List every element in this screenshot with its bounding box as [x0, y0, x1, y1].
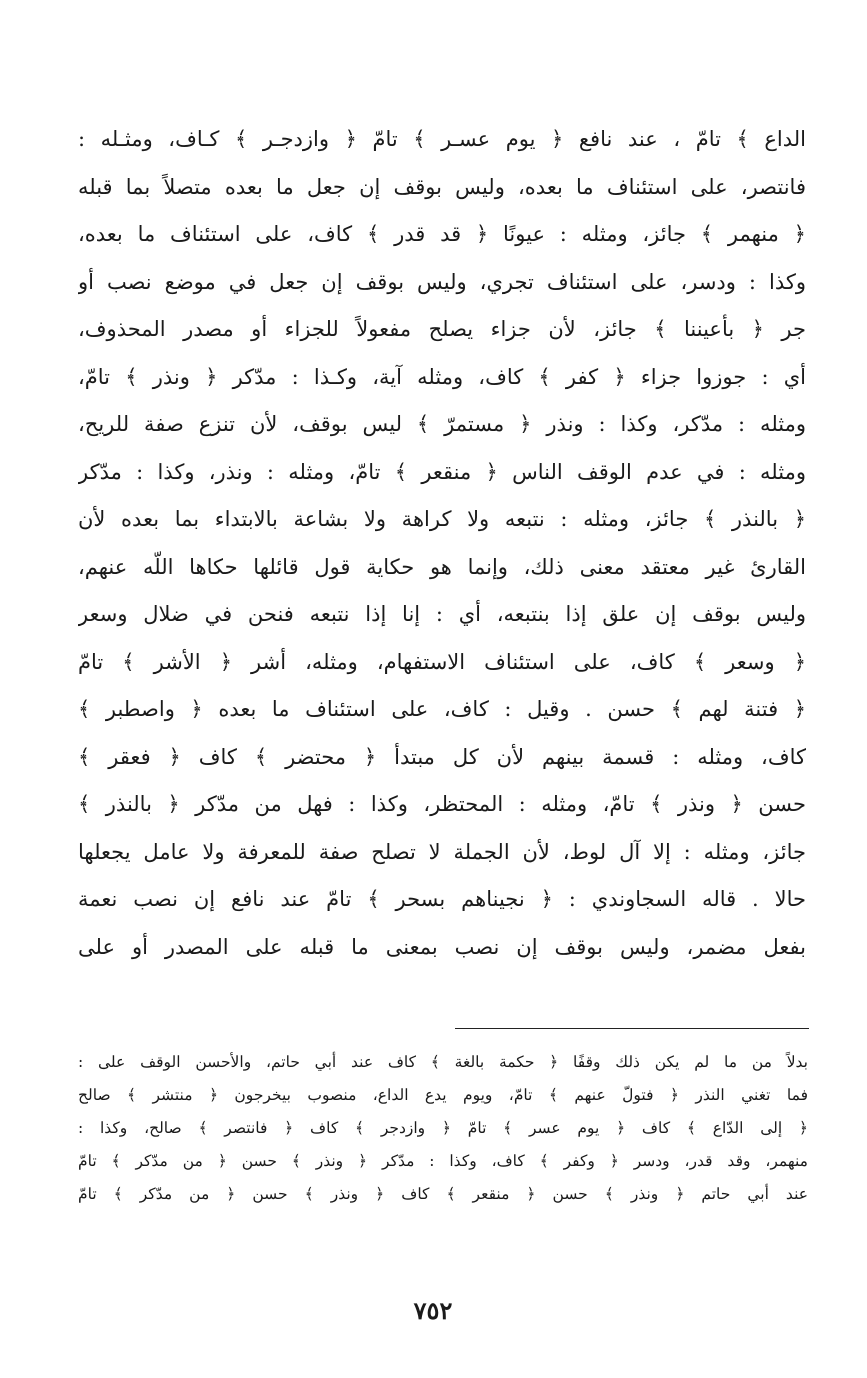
- main-text-line: بفعل مضمر، وليس بوقف إن نصب بمعنى ما قبله على المصدر أو على: [78, 934, 806, 959]
- main-text-line: ﴿ فتنة لهم ﴾ حسن . وقيل : كاف، على استئناف ما بعده ﴿ واصطبر ﴾: [78, 697, 806, 721]
- page-number: ٧٥٢: [413, 1296, 453, 1325]
- main-text-line: وكذا : ودسر، على استئناف تجري، وليس بوقف إن جعل في موضع نصب أو: [78, 269, 806, 294]
- main-text-line: فانتصر، على استئناف ما بعده، وليس بوقف إن جعل ما بعده متصلاً بما قبله: [78, 174, 806, 199]
- main-text-line: ومثله : في عدم الوقف الناس ﴿ منقعر ﴾ تامّ، ومثله : ونذر، وكذا : مدّكر: [78, 459, 806, 484]
- footnote-line: عند أبي حاتم ﴿ ونذر ﴾ حسن ﴿ منقعر ﴾ كاف ﴿ ونذر ﴾ حسن ﴿ من مدّكر ﴾ تامّ: [78, 1185, 808, 1203]
- main-text-line: ومثله : مدّكر، وكذا : ونذر ﴿ مستمرّ ﴾ ليس بوقف، لأن تنزع صفة للريح،: [78, 412, 806, 436]
- footnote-separator-rule: [455, 1028, 809, 1029]
- main-text-line: الداع ﴾ تامّ ، عند نافع ﴿ يوم عسـر ﴾ تامّ ﴿ وازدجـر ﴾ كـاف، ومثـله :: [78, 127, 806, 151]
- main-text-line: حسن ﴿ ونذر ﴾ تامّ، ومثله : المحتظر، وكذا : فهل من مدّكر ﴿ بالنذر ﴾: [78, 792, 806, 816]
- main-text-line: جر ﴿ بأعيننا ﴾ جائز، لأن جزاء يصلح مفعولاً للجزاء أو مصدر المحذوف،: [78, 317, 806, 341]
- main-text-line: أي : جوزوا جزاء ﴿ كفر ﴾ كاف، ومثله آية، وكـذا : مدّكر ﴿ ونذر ﴾ تامّ،: [78, 364, 806, 389]
- footnotes-block: [78, 1046, 808, 1211]
- main-text-line: ﴿ بالنذر ﴾ جائز، ومثله : نتبعه ولا كراهة ولا بشاعة بالابتداء بما بعده لأن: [78, 507, 806, 531]
- main-text-line: جائز، ومثله : إلا آل لوط، لأن الجملة لا تصلح صفة للمعرفة ولا عامل يجعلها: [78, 839, 806, 864]
- main-text-line: كاف، ومثله : قسمة بينهم لأن كل مبتدأ ﴿ محتضر ﴾ كاف ﴿ فعقر ﴾: [78, 744, 806, 769]
- footnote-line: منهمر، وقد قدر، ودسر ﴿ وكفر ﴾ كاف، وكذا : مدّكر ﴿ ونذر ﴾ حسن ﴿ من مدّكر ﴾ تامّ: [78, 1152, 808, 1170]
- footnote-line: ﴿ إلى الدّاع ﴾ كاف ﴿ يوم عسر ﴾ تامّ ﴿ وازدجر ﴾ كاف ﴿ فانتصر ﴾ صالح، وكذا :: [78, 1119, 808, 1137]
- main-text-block: [78, 116, 806, 971]
- main-text-line: القارئ غير معتقد معنى ذلك، وإنما هو حكاية قول قائلها حكاها اللّه عنهم،: [78, 554, 806, 579]
- footnote-line: فما تغني النذر ﴿ فتولّ عنهم ﴾ تامّ، ويوم يدع الداع، منصوب بيخرجون ﴿ منتشر ﴾ صالح: [78, 1086, 808, 1104]
- main-text-line: ﴿ منهمر ﴾ جائز، ومثله : عيونًا ﴿ قد قدر ﴾ كاف، على استئناف ما بعده،: [78, 222, 806, 246]
- main-text-line: ﴿ وسعر ﴾ كاف، على استئناف الاستفهام، ومثله، أشر ﴿ الأشر ﴾ تامّ: [78, 649, 806, 674]
- main-text-line: وليس بوقف إن علق إذا بنتبعه، أي : إنا إذا نتبعه فنحن في ضلال وسعر: [78, 602, 806, 626]
- footnote-line: بدلاً من ما لم يكن ذلك وقفًا ﴿ حكمة بالغة ﴾ كاف عند أبي حاتم، والأحسن الوقف على :: [78, 1053, 808, 1071]
- main-text-line: حالا . قاله السجاوندي : ﴿ نجيناهم بسحر ﴾ تامّ عند نافع إن نصب نعمة: [78, 887, 806, 911]
